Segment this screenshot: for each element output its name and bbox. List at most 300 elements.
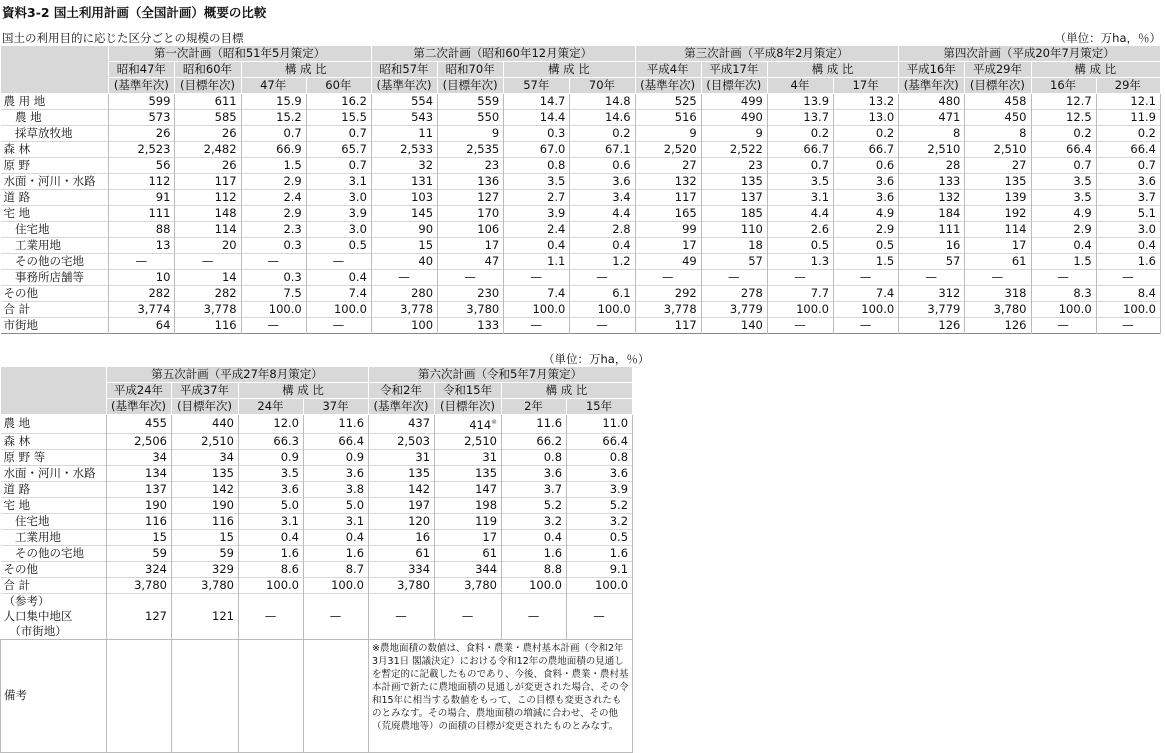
table-cell: 599	[109, 94, 175, 110]
table-cell: 20	[175, 238, 241, 254]
table-cell: 66.4	[1096, 142, 1160, 158]
table-row	[1, 497, 633, 513]
comparison-table-2	[0, 366, 633, 753]
table-cell: 139	[965, 190, 1031, 206]
table-cell: 15.2	[241, 110, 306, 126]
row-label: 原 野	[1, 158, 109, 174]
table-cell: 4.9	[1031, 206, 1096, 222]
ratio-header: 構 成 比	[1031, 62, 1161, 78]
sub-header: 37年	[304, 399, 369, 415]
table-cell: 2.7	[504, 190, 570, 206]
row-label: 道 路	[1, 481, 107, 497]
table-row	[1, 513, 633, 529]
table-cell: 133	[899, 174, 965, 190]
row-label: 宅 地	[1, 206, 109, 222]
table-cell: 3.6	[1096, 174, 1160, 190]
plan-header: 第六次計画（令和5年7月策定）	[369, 367, 633, 383]
reference-label: （参考） 人口集中地区 （市街地）	[1, 593, 107, 639]
table-subtitle: 国土の利用目的に応じた区分ごとの規模の目標	[2, 31, 244, 45]
row-label: その他の宅地	[1, 254, 109, 270]
table-cell: 7.4	[834, 286, 899, 302]
ratio-header: 構 成 比	[504, 62, 635, 78]
table-cell: 27	[635, 158, 701, 174]
table-cell: 3.2	[502, 513, 567, 529]
table-cell: 490	[701, 110, 767, 126]
table-cell: 90	[371, 222, 437, 238]
table-cell: 15	[172, 529, 239, 545]
table-cell: 3.8	[304, 481, 369, 497]
row-label: 採草放牧地	[1, 126, 109, 142]
table-cell: 3,780	[435, 577, 502, 593]
ratio-header: 構 成 比	[241, 62, 371, 78]
year-header: 平成4年	[635, 62, 701, 78]
table-cell: 27	[965, 158, 1031, 174]
table-cell: 8.3	[1031, 286, 1096, 302]
table-cell: 3,778	[175, 302, 241, 318]
table-cell: 13.0	[834, 110, 899, 126]
table-cell: 559	[438, 94, 504, 110]
table-cell: 110	[701, 222, 767, 238]
table-cell: 40	[371, 254, 437, 270]
table-cell: —	[1096, 270, 1160, 286]
table-cell: 116	[172, 513, 239, 529]
table-cell: 3.0	[306, 222, 371, 238]
table-cell: 1.6	[1096, 254, 1160, 270]
table-cell: 66.7	[767, 142, 833, 158]
table-cell: 170	[438, 206, 504, 222]
table-cell: —	[635, 270, 701, 286]
row-label: 水面・河川・水路	[1, 174, 109, 190]
table-cell: 66.7	[834, 142, 899, 158]
table-cell: 66.4	[304, 433, 369, 449]
table-cell: 13.9	[767, 94, 833, 110]
table-cell: 16	[899, 238, 965, 254]
table-cell: —	[175, 254, 241, 270]
table-cell: —	[306, 254, 371, 270]
table-cell: 3.5	[767, 174, 833, 190]
table-cell: 61	[435, 545, 502, 561]
table-cell: 3.5	[1031, 174, 1096, 190]
table-cell: 100.0	[239, 577, 304, 593]
table-cell: 135	[435, 465, 502, 481]
table-row	[1, 415, 633, 434]
table-cell: 3.6	[834, 174, 899, 190]
sub-header: 24年	[239, 399, 304, 415]
table-cell: 100.0	[834, 302, 899, 318]
table-cell: 2.4	[504, 222, 570, 238]
sub-header: (目標年次)	[172, 399, 239, 415]
table-cell: 0.8	[567, 449, 633, 465]
table-cell: 2,503	[369, 433, 435, 449]
table-cell: 414※	[435, 415, 502, 434]
table-cell: 3,780	[172, 577, 239, 593]
table-cell: 112	[109, 174, 175, 190]
table-cell: —	[241, 254, 306, 270]
table-cell: 49	[635, 254, 701, 270]
table-cell: 2,510	[899, 142, 965, 158]
table-cell: 135	[369, 465, 435, 481]
table-cell: 292	[635, 286, 701, 302]
table-cell: 3,780	[438, 302, 504, 318]
table-cell: 525	[635, 94, 701, 110]
table-cell: 3,774	[109, 302, 175, 318]
table-cell: 1.5	[241, 158, 306, 174]
row-label: その他	[1, 561, 107, 577]
sub-header: (基準年次)	[109, 78, 175, 94]
sub-header: (目標年次)	[175, 78, 241, 94]
table-cell: 11.9	[1096, 110, 1160, 126]
table-row	[1, 254, 1161, 270]
table-cell: 458	[965, 94, 1031, 110]
table-cell: 165	[635, 206, 701, 222]
table-cell: 0.8	[504, 158, 570, 174]
table-cell: 190	[172, 497, 239, 513]
row-label: 道 路	[1, 190, 109, 206]
table-cell: 3.5	[239, 465, 304, 481]
ratio-header: 構 成 比	[767, 62, 898, 78]
table-cell: 3.1	[306, 174, 371, 190]
table-cell: 3.2	[567, 513, 633, 529]
table-cell: —	[504, 318, 570, 334]
table-row	[1, 158, 1161, 174]
table-cell: 3.6	[834, 190, 899, 206]
table-cell: 66.4	[1031, 142, 1096, 158]
table-cell: 9	[635, 126, 701, 142]
table-cell: 0.7	[1096, 158, 1160, 174]
table-cell: 66.3	[239, 433, 304, 449]
table-cell: 117	[635, 190, 701, 206]
table-cell: 3,780	[965, 302, 1031, 318]
sub-header: 47年	[241, 78, 306, 94]
table-cell: —	[504, 270, 570, 286]
remarks-note: ※農地面積の数値は、食料・農業・農村基本計画（令和2年3月31日 閣議決定）における令和12年の農地面積の見通しを暫定的に記載したものであり、今後、食料・農業・農村基本計画で新たに農地面積の見通しが変更された場合、その令和15年に相当する数値をもって、この目標も変更されたものとみなす。その場合、農地面積の増減に合わせ、その他（荒廃農地等）の面積の目標が変更されたものとみなす。	[369, 639, 633, 752]
table-cell: 61	[965, 254, 1031, 270]
table-cell: 7.4	[306, 286, 371, 302]
table-cell: 3.6	[304, 465, 369, 481]
table-cell: 554	[371, 94, 437, 110]
row-label: その他の宅地	[1, 545, 107, 561]
table-cell: 136	[438, 174, 504, 190]
table-cell: 3.0	[306, 190, 371, 206]
table-cell: 14.8	[570, 94, 635, 110]
table-cell: 56	[109, 158, 175, 174]
table-cell: 0.3	[241, 270, 306, 286]
table-cell: 499	[701, 94, 767, 110]
table-cell: 100.0	[567, 577, 633, 593]
table-cell: 31	[369, 449, 435, 465]
table-row	[1, 545, 633, 561]
table-cell: 12.0	[239, 415, 304, 434]
row-label: 森 林	[1, 142, 109, 158]
table-cell: 14	[175, 270, 241, 286]
table-cell: 2.6	[767, 222, 833, 238]
table-cell: 88	[109, 222, 175, 238]
table-cell: 0.3	[504, 126, 570, 142]
table-cell: 0.4	[504, 238, 570, 254]
table-cell: 585	[175, 110, 241, 126]
sub-header: 70年	[570, 78, 635, 94]
remarks-blank-cell	[239, 639, 304, 752]
table-cell: —	[570, 318, 635, 334]
table-cell: 0.2	[570, 126, 635, 142]
table-cell: 0.4	[304, 529, 369, 545]
table-cell: 2,533	[371, 142, 437, 158]
table-cell: 14.7	[504, 94, 570, 110]
table-cell: 0.9	[239, 449, 304, 465]
table-cell: 0.2	[1031, 126, 1096, 142]
table-row	[1, 142, 1161, 158]
table-cell: 2.9	[241, 174, 306, 190]
table-cell: 15.9	[241, 94, 306, 110]
table-cell: 131	[371, 174, 437, 190]
table-cell: 100.0	[767, 302, 833, 318]
table-cell: —	[965, 270, 1031, 286]
table-cell: 7.4	[504, 286, 570, 302]
table-cell: 106	[438, 222, 504, 238]
table-cell: 13	[109, 238, 175, 254]
table-cell: 7.5	[241, 286, 306, 302]
table-cell: 126	[899, 318, 965, 334]
table-cell: 8.8	[502, 561, 567, 577]
table-cell: 121	[172, 593, 239, 639]
table-cell: 3.0	[1096, 222, 1160, 238]
table-cell: 100.0	[306, 302, 371, 318]
table-cell: 31	[435, 449, 502, 465]
table-cell: 450	[965, 110, 1031, 126]
table-cell: 3.1	[304, 513, 369, 529]
table-cell: 3.7	[1096, 190, 1160, 206]
table-cell: 142	[172, 481, 239, 497]
table-cell: 17	[635, 238, 701, 254]
sub-header: 17年	[834, 78, 899, 94]
row-label: 宅 地	[1, 497, 107, 513]
table-cell: 3.1	[239, 513, 304, 529]
table-cell: 13.7	[767, 110, 833, 126]
year-header: 昭和70年	[438, 62, 504, 78]
table-cell: 3.5	[1031, 190, 1096, 206]
table-row	[1, 577, 633, 593]
table-cell: 116	[107, 513, 172, 529]
table-cell: 0.4	[1096, 238, 1160, 254]
table-cell: 8.4	[1096, 286, 1160, 302]
row-label: 工業用地	[1, 238, 109, 254]
table-cell: 127	[107, 593, 172, 639]
table-cell: 148	[175, 206, 241, 222]
table-cell: 66.2	[502, 433, 567, 449]
row-label: 森 林	[1, 433, 107, 449]
row-label: 住宅地	[1, 513, 107, 529]
sub-header: (基準年次)	[635, 78, 701, 94]
table-cell: 1.5	[834, 254, 899, 270]
table-cell: 137	[701, 190, 767, 206]
table-cell: 5.1	[1096, 206, 1160, 222]
table-cell: 0.9	[304, 449, 369, 465]
table-cell: 15	[371, 238, 437, 254]
table-cell: 3,778	[371, 302, 437, 318]
table-row	[1, 174, 1161, 190]
table-cell: 1.6	[567, 545, 633, 561]
table-cell: 142	[369, 481, 435, 497]
table-cell: 127	[438, 190, 504, 206]
table-cell: 100	[371, 318, 437, 334]
table-cell: 3.6	[567, 465, 633, 481]
table-cell: —	[834, 270, 899, 286]
table-cell: 15	[107, 529, 172, 545]
year-header: 平成17年	[701, 62, 767, 78]
table-cell: 4.4	[767, 206, 833, 222]
sub-header: (目標年次)	[701, 78, 767, 94]
table-cell: —	[899, 270, 965, 286]
row-label: その他	[1, 286, 109, 302]
table-cell: 103	[371, 190, 437, 206]
table-cell: 59	[107, 545, 172, 561]
table-cell: —	[1031, 318, 1096, 334]
table-cell: 282	[175, 286, 241, 302]
sub-header: (基準年次)	[371, 78, 437, 94]
table-row	[1, 286, 1161, 302]
row-label: 工業用地	[1, 529, 107, 545]
table-cell: 147	[435, 481, 502, 497]
table-cell: 135	[172, 465, 239, 481]
table-cell: 17	[438, 238, 504, 254]
table-cell: 3.9	[504, 206, 570, 222]
row-label: 農 地	[1, 110, 109, 126]
table-cell: 184	[899, 206, 965, 222]
table-cell: 23	[701, 158, 767, 174]
table-cell: 0.3	[241, 238, 306, 254]
table-cell: 120	[369, 513, 435, 529]
table-cell: 135	[965, 174, 1031, 190]
table-cell: 119	[435, 513, 502, 529]
table-cell: 3.6	[239, 481, 304, 497]
table-cell: 2,510	[435, 433, 502, 449]
table-cell: 6.1	[570, 286, 635, 302]
table-cell: 112	[175, 190, 241, 206]
table-cell: 26	[109, 126, 175, 142]
table-cell: —	[241, 318, 306, 334]
remarks-blank-cell	[304, 639, 369, 752]
table-cell: —	[369, 593, 435, 639]
table-cell: 100.0	[241, 302, 306, 318]
table-cell: 4.4	[570, 206, 635, 222]
table-cell: 32	[371, 158, 437, 174]
table-row	[1, 238, 1161, 254]
table-cell: 2,482	[175, 142, 241, 158]
table-cell: 1.1	[504, 254, 570, 270]
table-cell: 197	[369, 497, 435, 513]
table-cell: —	[1096, 318, 1160, 334]
table-cell: 0.4	[306, 270, 371, 286]
table-cell: —	[306, 318, 371, 334]
table-cell: 1.5	[1031, 254, 1096, 270]
table-row	[1, 222, 1161, 238]
table-cell: 230	[438, 286, 504, 302]
table-cell: 2.9	[1031, 222, 1096, 238]
table-row	[1, 465, 633, 481]
table-cell: 11.0	[567, 415, 633, 434]
sub-header: (目標年次)	[438, 78, 504, 94]
table-cell: 145	[371, 206, 437, 222]
table-cell: 100.0	[1031, 302, 1096, 318]
table-cell: 8	[899, 126, 965, 142]
sub-header: 15年	[567, 399, 633, 415]
table-cell: 18	[701, 238, 767, 254]
table-cell: 0.6	[570, 158, 635, 174]
table-cell: 64	[109, 318, 175, 334]
table-cell: 15.5	[306, 110, 371, 126]
table-row	[1, 270, 1161, 286]
table-cell: 2.3	[241, 222, 306, 238]
plan-header: 第三次計画（平成8年2月策定）	[635, 46, 899, 62]
table-cell: 1.6	[502, 545, 567, 561]
table-cell: 0.7	[767, 158, 833, 174]
table-cell: 1.6	[304, 545, 369, 561]
table-cell: 140	[701, 318, 767, 334]
table-row	[1, 561, 633, 577]
table-cell: 116	[175, 318, 241, 334]
table-cell: 9	[438, 126, 504, 142]
table-cell: 66.9	[241, 142, 306, 158]
remarks-blank-cell	[172, 639, 239, 752]
table-cell: 12.1	[1096, 94, 1160, 110]
table-cell: 3.1	[767, 190, 833, 206]
table-cell: 114	[965, 222, 1031, 238]
table-cell: 3,780	[107, 577, 172, 593]
table-cell: 480	[899, 94, 965, 110]
table-cell: 278	[701, 286, 767, 302]
table-cell: 329	[172, 561, 239, 577]
table-cell: 3.6	[570, 174, 635, 190]
year-header: 昭和60年	[175, 62, 241, 78]
table-cell: 573	[109, 110, 175, 126]
table-cell: 17	[965, 238, 1031, 254]
comparison-table-1	[0, 45, 1161, 334]
year-header: 平成16年	[899, 62, 965, 78]
table-cell: 9.1	[567, 561, 633, 577]
table-row	[1, 318, 1161, 334]
table-cell: 0.4	[239, 529, 304, 545]
table-row	[1, 433, 633, 449]
remarks-row	[1, 639, 633, 752]
table-row	[1, 302, 1161, 318]
table-cell: 134	[107, 465, 172, 481]
sub-header: 57年	[504, 78, 570, 94]
table-cell: 543	[371, 110, 437, 126]
table-cell: 4.9	[834, 206, 899, 222]
unit-label-2: （単位：万ha，％）	[543, 352, 650, 366]
table-cell: 0.5	[567, 529, 633, 545]
table-cell: 67.0	[504, 142, 570, 158]
sub-header: 2年	[502, 399, 567, 415]
row-label: 合 計	[1, 577, 107, 593]
table-cell: —	[767, 318, 833, 334]
row-label: 住宅地	[1, 222, 109, 238]
table-cell: 8.7	[304, 561, 369, 577]
table-cell: 334	[369, 561, 435, 577]
header-blank	[1, 367, 107, 415]
row-label: 農 地	[1, 415, 107, 434]
table-cell: 2.4	[241, 190, 306, 206]
table-cell: 282	[109, 286, 175, 302]
table-cell: 137	[107, 481, 172, 497]
table-cell: 3.4	[570, 190, 635, 206]
plan-header: 第四次計画（平成20年7月策定）	[899, 46, 1161, 62]
table-cell: 0.4	[502, 529, 567, 545]
table-cell: 0.7	[1031, 158, 1096, 174]
table-cell: 12.5	[1031, 110, 1096, 126]
sub-header: (目標年次)	[435, 399, 502, 415]
table-cell: 11.6	[304, 415, 369, 434]
